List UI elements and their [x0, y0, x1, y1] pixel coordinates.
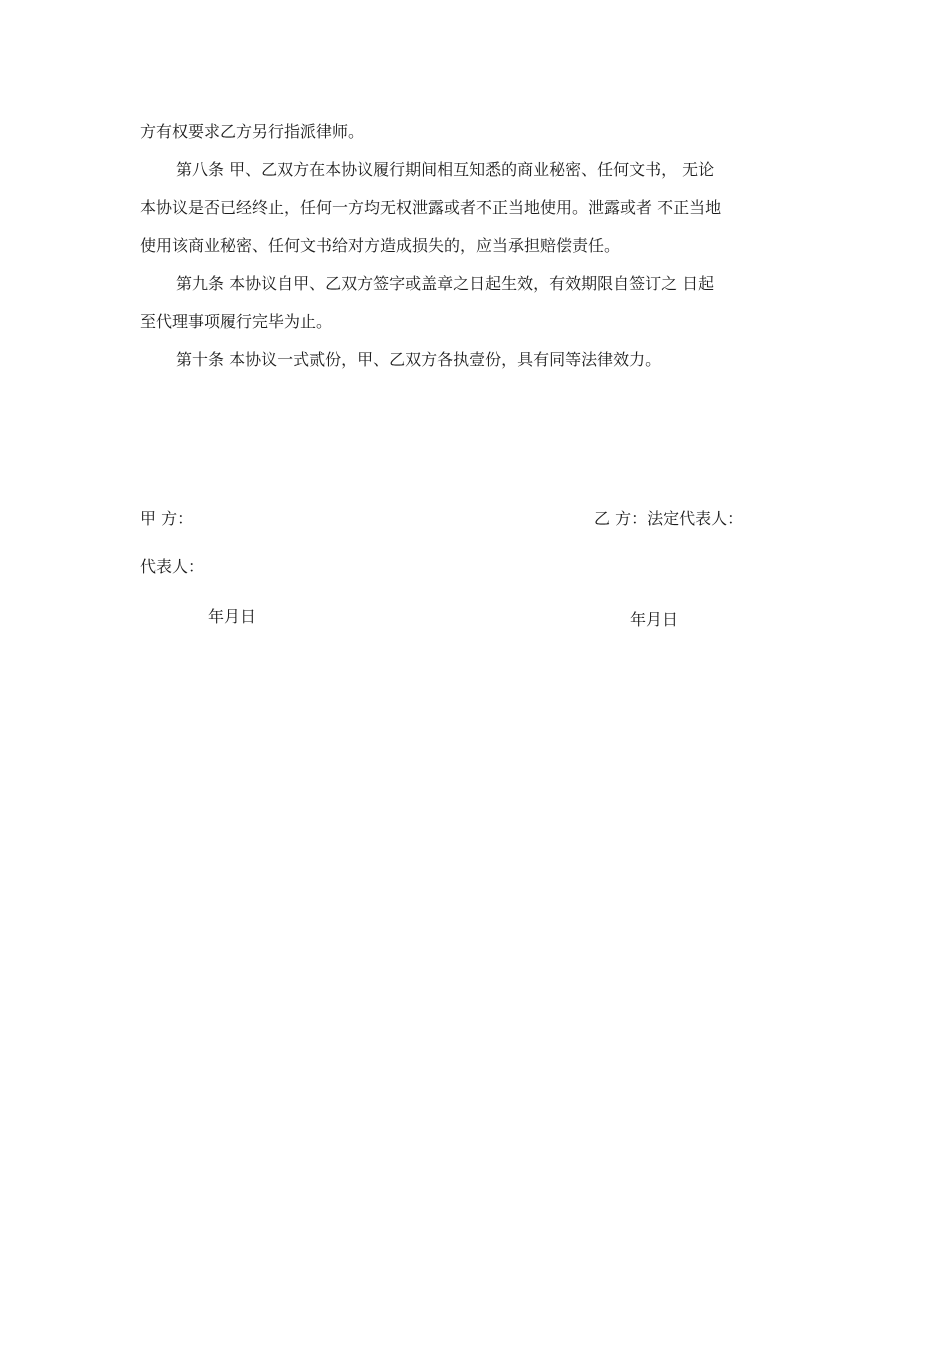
clause-8-line-1: 第八条 甲、乙双方在本协议履行期间相互知悉的商业秘密、任何文书， 无论 [176, 160, 715, 179]
agreement-body [140, 113, 800, 379]
clause-9-line-1: 第九条 本协议自甲、乙双方签字或盖章之日起生效，有效期限自签订之 日起 [176, 274, 715, 293]
clause-7-continuation: 方有权要求乙方另行指派律师。 [140, 122, 365, 141]
party-b-label: 乙 方：法定代表人： [594, 509, 744, 528]
clause-8-line-2: 本协议是否已经终止，任何一方均无权泄露或者不正当地使用。泄露或者 不正当地 [140, 198, 722, 217]
clause-9-line-2: 至代理事项履行完毕为止。 [140, 312, 333, 331]
party-b-date: 年月日 [630, 610, 679, 629]
party-a-date: 年月日 [208, 607, 257, 626]
party-a-label: 甲 方： [140, 509, 194, 528]
clause-10-line-1: 第十条 本协议一式贰份，甲、乙双方各执壹份，具有同等法律效力。 [176, 350, 662, 369]
representative-label: 代表人： [140, 557, 205, 576]
clause-8-line-3: 使用该商业秘密、任何文书给对方造成损失的，应当承担赔偿责任。 [140, 236, 621, 255]
